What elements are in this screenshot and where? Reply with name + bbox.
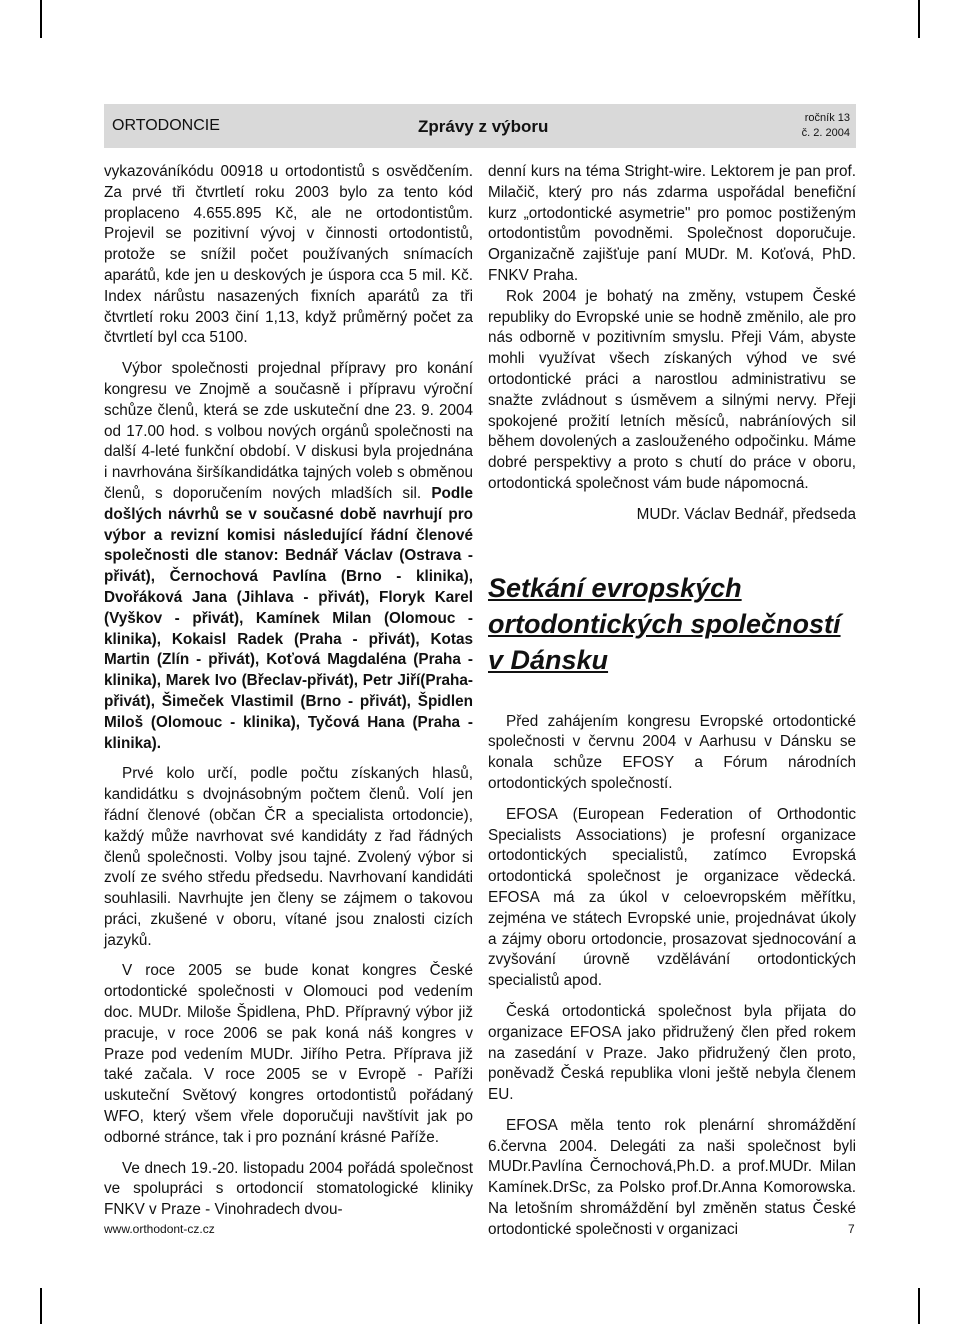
paragraph-text: Výbor společnosti projednal přípravy pro konání kongresu ve Znojmě a současně i přípravu výroční schůze členů, která se zde uskuteční dne 23. 9. 2004 od 17.00 hod. s volbou nových orgánů společnosti na další 4-leté funkční období. V diskusi byla projednána i navrhována širšíkandidátka tajných voleb s obměnou členů, s doporučením nových mladších sil.	[104, 360, 473, 502]
paragraph: Česká ortodontická společnost byla přijata do organizace EFOSA jako přidružený člen před rokem na zasedání v Praze. Jako přidružený člen proto, poněvadž Česká republika vloni ještě nebyla členem EU.	[488, 1002, 856, 1104]
candidate-list: Podle došlých návrhů se v současné době navrhují pro výbor a revizní komisi následující řádní členové společnosti dle stanov: Bednář Václav (Ostrava - přivát), Černochová Pavlína (Brno - klinika), Dvořáková Jana (Jihlava - přivát), Floryk Karel (Vyškov - přivát), Kamínek Milan (Olomouc - klinika), Kokaisl Radek (Praha - přivát), Kotas Martin (Zlín - přivát), Koťová Magdaléna (Praha - klinika), Marek Ivo (Břeclav-přivát), Petr Jiří(Praha- přivát), Šimeček Vlastimil (Brno - přivát), Špidlen Miloš (Olomouc - klinika), Tyčová Hana (Praha - klinika).	[104, 484, 473, 752]
crop-mark-bottom-left	[40, 1288, 42, 1324]
article-heading: Setkání evropských ortodontických společností v Dánsku	[488, 572, 841, 675]
section-label: ORTODONCIE	[112, 117, 220, 134]
crop-mark-top-left	[40, 0, 42, 38]
paragraph-committee	[104, 359, 473, 754]
page-header	[104, 104, 856, 148]
left-column	[104, 162, 473, 1221]
volume-label: ročník 13	[804, 112, 850, 124]
issue-info	[802, 111, 850, 141]
paragraph: vykazováníkódu 00918 u ortodontistů s osvědčením. Za prvé tři čtvrtletí roku 2003 bylo za tento kód proplaceno 4.655.895 Kč, ale ne ortodontistům. Projevil se pozitivní vývoj v činnosti ortodontistů, protože se snížil počet používaných snímacích aparátů, kde jen u deskových je úspora cca 5 mil. Kč. Index nárůstu nasazených fixních aparátů za tři čtvrtletí roku 2003 činí 1,13, když průměrný počet za čtvrtletí byl cca 5100.	[104, 163, 473, 347]
paragraph: V roce 2005 se bude konat kongres České ortodontické společnosti v Olomouci pod vedením doc. MUDr. Miloše Špidlena, PhD. Přípravný výbor již pracuje, v roce 2006 se pak koná náš kongres v Praze pod vedením MUDr. Jiřího Petra. Příprava již také začala. V roce 2005 se v Evropě - Paříži uskuteční Světový kongres ortodontistů pořádaný WFO, který všem vřele doporučuji navštívit jak po odborné stránce, tak i pro poznání krásné Paříže.	[104, 962, 473, 1146]
paragraph: denní kurs na téma Stright-wire. Lektorem je pan prof. Milačič, který pro nás zdarma uspořádal benefiční kurz „ortodontické asymetrie" pro pomoc postiženým ortodontistům povodněmi. Společnost doporučuje. Organizačně zajišťuje paní MUDr. M. Koťová, PhD. FNKV Praha.	[488, 163, 856, 284]
paragraph: EFOSA měla tento rok plenární shromáždění 6.června 2004. Delegáti za naši společnost byli MUDr.Pavlína Černochová,Ph.D. a prof.MUDr. Milan Kamínek.DrSc, za Polsko prof.Dr.Anna Komorowska. Na letošním shromáždění byl změněn status České ortodontické společnosti v organizaci	[488, 1116, 856, 1238]
crop-mark-top-right	[918, 0, 920, 38]
paragraph: Před zahájením kongresu Evropské ortodontické společnosti v červnu 2004 v Aarhusu v Dánsku se konala schůze EFOSY a Fórum národních ortodontických společností.	[488, 712, 856, 792]
paragraph: Rok 2004 je bohatý na změny, vstupem České republiky do Evropské unie se hodně změnilo, ale pro nás odborně v pozitivním smyslu. Přeji Vám, abyste mohli využívat všech získaných výhod ve své ortodontické práci a narostlou administrativu se snažte zvládnout s úsměvem a silnými nervy. Přeji spokojené prožití letních měsíců, nabráníových sil během dovolených a zaslouženého odpočinku. Máme dobré perspektivy a proto s chutí do práce v oboru, ortodontická společnost vám bude nápomocná.	[488, 287, 856, 492]
crop-mark-bottom-right	[918, 1288, 920, 1324]
signature: MUDr. Václav Bednář, předseda	[636, 505, 856, 523]
page-number: 7	[848, 1222, 855, 1236]
issue-label: č. 2. 2004	[801, 127, 850, 139]
paragraph: Ve dnech 19.-20. listopadu 2004 pořádá společnost ve spolupráci s ortodoncií stomatologické kliniky FNKV v Praze - Vinohradech dvou-	[104, 1159, 473, 1219]
paragraph: EFOSA (European Federation of Orthodontic Specialists Associations) je profesní organizace ortodontických specialistů, zatímco Evropská ortodontická společnost je organizace vědecká. EFOSA má za úkol v celoevropském měřítku, zejména ve státech Evropské unie, projednávat úkoly a zájmy oboru ortodoncie, prosazovat sjednocování a zvyšování úrovně vzdělávání ortodontických specialistů apod.	[488, 805, 856, 990]
header-title: Zprávy z výboru	[418, 117, 549, 136]
paragraph: Prvé kolo určí, podle počtu získaných hlasů, kandidátku s dvojnásobným počtem členů. Volí jen řádní členové (občan ČR a specialista ortodoncie), každý může navrhovat své kandidáty z řad řádných členů společnosti. Volby jsou tajné. Zvolený výbor si zvolí ze svého středu předsedu. Navrhovaní kandidáti souhlasili. Navrhujte jen členy se zájmem o takovou práci, zkušené v oboru, vítané jsou znalosti cizích jazyků.	[104, 765, 473, 949]
footer-url: www.orthodont-cz.cz	[104, 1222, 215, 1236]
right-column	[488, 162, 856, 1241]
